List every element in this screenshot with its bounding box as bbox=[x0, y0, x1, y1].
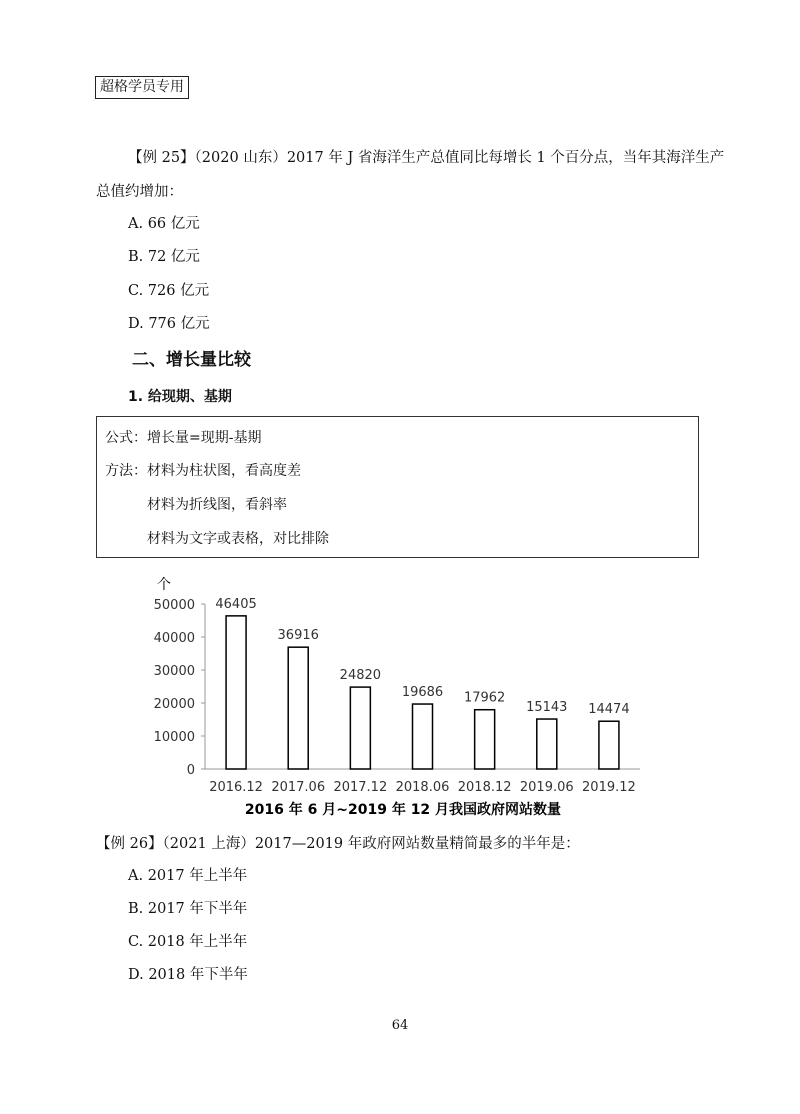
method-text-1: 方法：材料为柱状图，看高度差 bbox=[105, 463, 301, 479]
formula-text: 公式：增长量=现期-基期 bbox=[105, 430, 262, 446]
bar bbox=[413, 704, 433, 769]
x-tick-label: 2017.06 bbox=[271, 780, 326, 795]
section-title: 二、增长量比较 bbox=[132, 350, 251, 370]
bar-chart bbox=[0, 570, 800, 825]
bar-value-label: 36916 bbox=[277, 628, 319, 644]
example-25-option-b: B. 72 亿元 bbox=[128, 249, 200, 265]
example-26-option-b: B. 2017 年下半年 bbox=[128, 901, 248, 917]
bar bbox=[350, 687, 370, 769]
x-tick-label: 2018.06 bbox=[395, 780, 450, 795]
bar-value-label: 24820 bbox=[339, 668, 382, 684]
bar-value-label: 19686 bbox=[401, 685, 444, 701]
example-26-question: 【例 26】（2021 上海）2017—2019 年政府网站数量精简最多的半年是： bbox=[96, 836, 580, 852]
y-tick-label: 20000 bbox=[153, 697, 195, 712]
y-tick-label: 0 bbox=[186, 763, 195, 778]
y-tick-label: 30000 bbox=[153, 664, 195, 679]
page-number: 64 bbox=[391, 1018, 409, 1033]
bar bbox=[226, 616, 246, 769]
example-25-question-line2: 总值约增加： bbox=[96, 184, 183, 200]
x-tick-label: 2017.12 bbox=[333, 780, 388, 795]
x-tick-label: 2016.12 bbox=[209, 780, 263, 795]
example-25-option-a: A. 66 亿元 bbox=[128, 216, 200, 232]
bar-value-label: 17962 bbox=[463, 690, 506, 706]
y-tick-label: 50000 bbox=[153, 598, 195, 613]
example-26-option-a: A. 2017 年上半年 bbox=[128, 868, 248, 884]
bar-value-label: 14474 bbox=[588, 702, 630, 718]
x-tick-label: 2019.06 bbox=[519, 780, 574, 795]
subsection-title: 1. 给现期、基期 bbox=[128, 389, 232, 405]
example-26-option-d: D. 2018 年下半年 bbox=[128, 967, 248, 983]
example-25-option-d: D. 776 亿元 bbox=[128, 316, 210, 332]
x-tick-label: 2018.12 bbox=[457, 780, 512, 795]
method-text-3: 材料为文字或表格，对比排除 bbox=[147, 531, 329, 547]
x-tick-label: 2019.12 bbox=[582, 780, 636, 795]
example-25-option-c: C. 726 亿元 bbox=[128, 283, 210, 299]
formula-box bbox=[96, 416, 699, 558]
bar-value-label: 46405 bbox=[215, 596, 257, 612]
bar bbox=[475, 710, 495, 769]
example-26-option-c: C. 2018 年上半年 bbox=[128, 934, 248, 950]
y-axis-label: 个 bbox=[157, 577, 171, 593]
bar bbox=[599, 721, 619, 769]
bar-value-label: 15143 bbox=[526, 700, 568, 716]
y-tick-label: 10000 bbox=[153, 730, 195, 745]
chart-title: 2016 年 6 月~2019 年 12 月我国政府网站数量 bbox=[244, 802, 562, 818]
watermark-stamp: 超格学员专用 bbox=[95, 76, 189, 99]
bar bbox=[288, 647, 308, 769]
y-tick-label: 40000 bbox=[153, 631, 195, 646]
method-text-2: 材料为折线图，看斜率 bbox=[147, 497, 287, 513]
bar bbox=[537, 719, 557, 769]
example-25-question-line1: 【例 25】（2020 山东）2017 年 J 省海洋生产总值同比每增长 1 个百分点，当年其海洋生产 bbox=[128, 150, 725, 166]
